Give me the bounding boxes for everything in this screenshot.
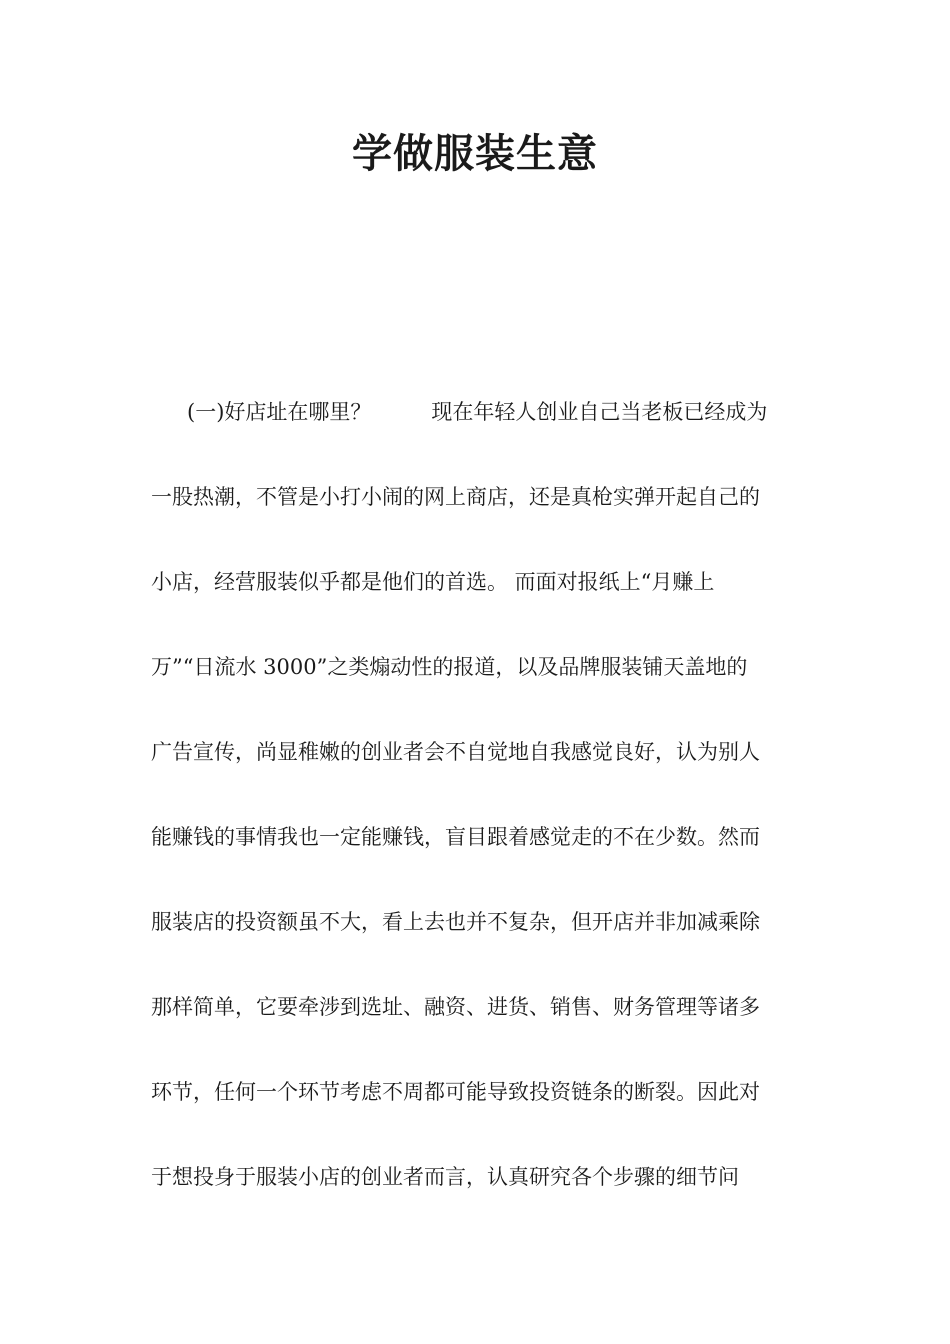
paragraph-line: 服装店的投资额虽不大，看上去也并不复杂，但开店并非加减乘除 [151, 910, 760, 934]
paragraph-line: 一股热潮，不管是小打小闹的网上商店，还是真枪实弹开起自己的 [151, 485, 760, 509]
paragraph-line: 那样简单，它要牵涉到选址、融资、进货、销售、财务管理等诸多 [151, 995, 760, 1019]
paragraph-line-text: 现在年轻人创业自己当老板已经成为 [431, 400, 768, 424]
paragraph-line: 广告宣传，尚显稚嫩的创业者会不自觉地自我感觉良好，认为别人 [151, 740, 760, 764]
paragraph-line: 环节，任何一个环节考虑不周都可能导致投资链条的断裂。因此对 [151, 1080, 760, 1104]
body-paragraph [151, 390, 811, 1240]
paragraph-line: 能赚钱的事情我也一定能赚钱，盲目跟着感觉走的不在少数。然而 [151, 825, 760, 849]
document-title: 学做服装生意 [352, 131, 598, 177]
paragraph-line: 万”“日流水 3000”之类煽动性的报道，以及品牌服装铺天盖地的 [151, 655, 748, 679]
paragraph-line: 小店，经营服装似乎都是他们的首选。 而面对报纸上“月赚上 [151, 570, 715, 594]
section-heading: (一)好店址在哪里？ [187, 400, 372, 424]
paragraph-line [151, 390, 811, 475]
paragraph-line: 于想投身于服装小店的创业者而言，认真研究各个步骤的细节问 [151, 1165, 739, 1189]
